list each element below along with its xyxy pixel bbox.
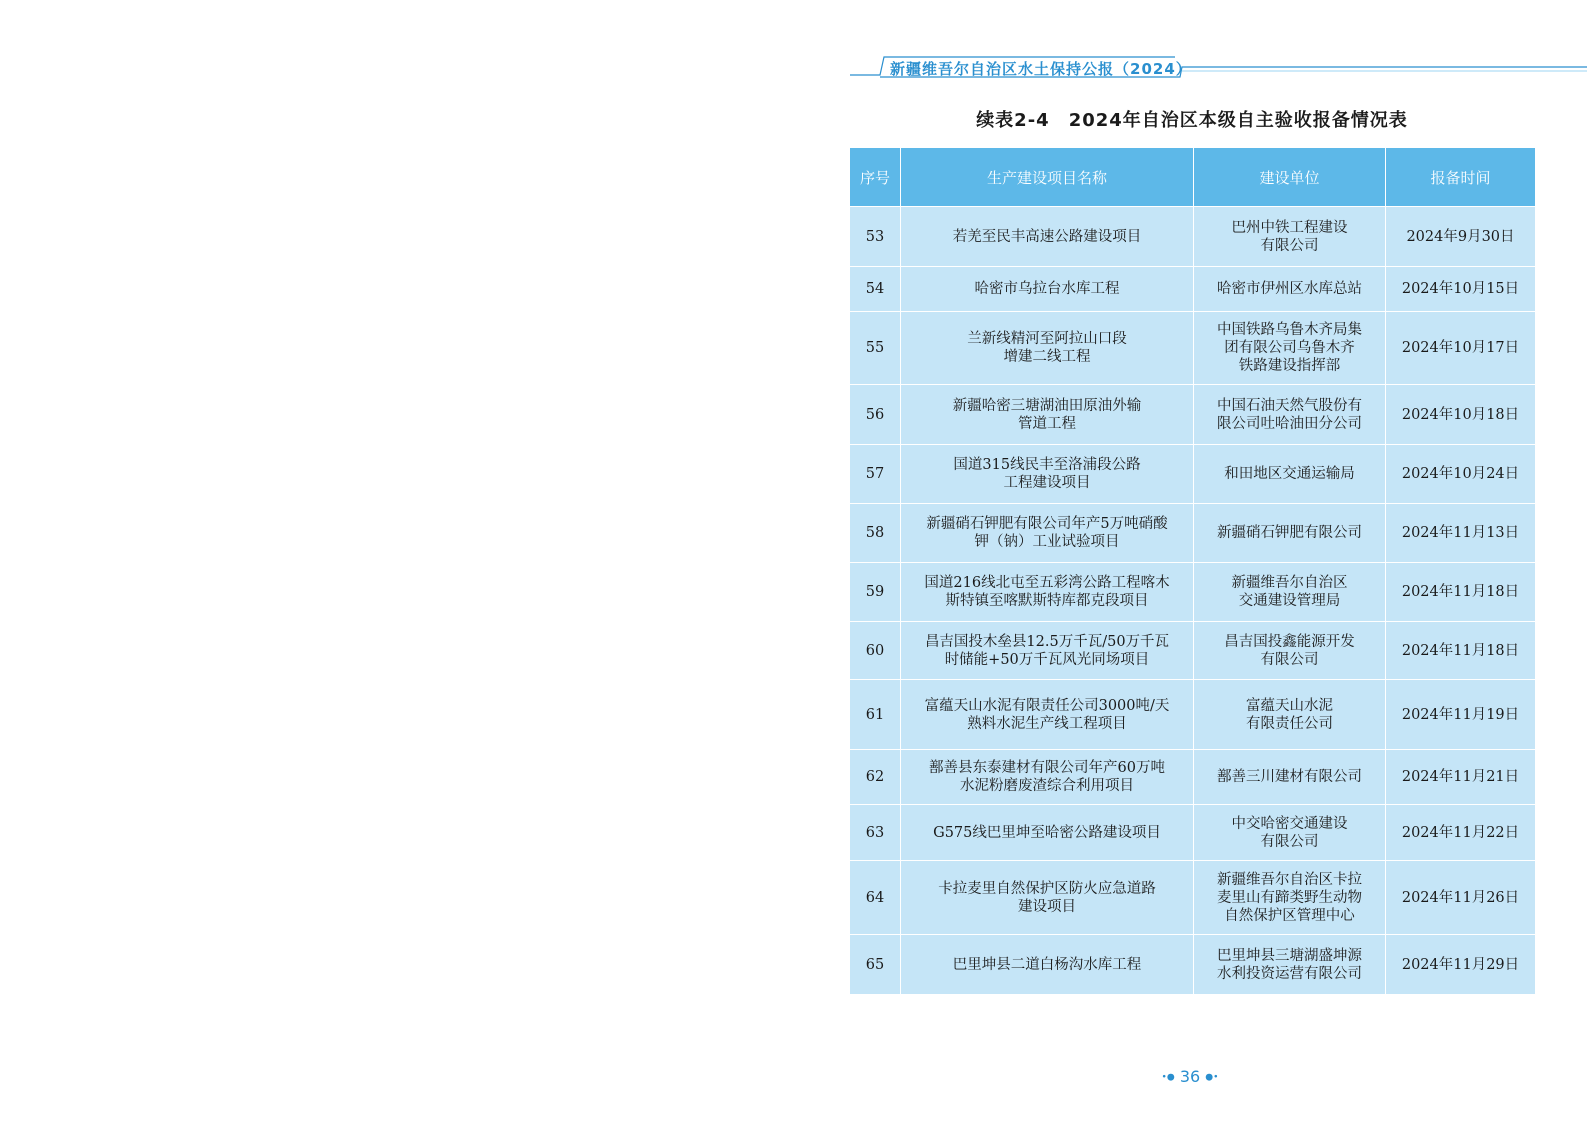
- project-name-line: 熟料水泥生产线工程项目: [967, 715, 1127, 732]
- construction-unit: [1194, 504, 1386, 563]
- construction-unit: [1194, 312, 1386, 385]
- table-row: [850, 267, 1536, 312]
- project-name-line: 国道315线民丰至洛浦段公路: [953, 457, 1141, 473]
- project-name-line: 哈密市乌拉台水库工程: [974, 281, 1120, 297]
- construction-unit-line: 团有限公司乌鲁木齐: [1224, 340, 1355, 356]
- project-name-line: 鄯善县东泰建材有限公司年产60万吨: [929, 760, 1165, 776]
- construction-unit-line: 哈密市伊州区水库总站: [1217, 281, 1362, 297]
- table-row: [850, 207, 1536, 267]
- construction-unit: [1194, 805, 1386, 861]
- construction-unit: [1194, 207, 1386, 267]
- project-name-line: 增建二线工程: [1003, 349, 1091, 365]
- project-name: [901, 385, 1194, 445]
- table-row: [850, 622, 1536, 680]
- project-name: [901, 805, 1194, 861]
- construction-unit-line: 有限公司: [1260, 833, 1319, 850]
- filing-date: 2024年11月21日: [1386, 750, 1536, 805]
- row-number: 62: [850, 750, 901, 805]
- row-number: 65: [850, 935, 901, 995]
- project-name-line: 若羌至民丰高速公路建设项目: [952, 228, 1142, 245]
- construction-unit: [1194, 861, 1386, 935]
- page-number: [1150, 1067, 1230, 1086]
- page-dot-left-icon: •●: [1161, 1072, 1175, 1083]
- construction-unit: [1194, 445, 1386, 504]
- table-row: [850, 935, 1536, 995]
- row-number: 59: [850, 563, 901, 622]
- construction-unit-line: 鄯善三川建材有限公司: [1217, 769, 1362, 785]
- project-name: [901, 622, 1194, 680]
- project-name-line: 兰新线精河至阿拉山口段: [967, 331, 1127, 347]
- project-name: [901, 312, 1194, 385]
- table-row: [850, 445, 1536, 504]
- construction-unit-line: 中国铁路乌鲁木齐局集: [1217, 322, 1362, 338]
- table-row: [850, 312, 1536, 385]
- column-header-construction-unit: 建设单位: [1194, 148, 1386, 207]
- construction-unit-line: 中国石油天然气股份有: [1217, 397, 1362, 414]
- table-row: [850, 504, 1536, 563]
- project-name: [901, 504, 1194, 563]
- running-header: [850, 54, 1587, 84]
- project-name-line: 建设项目: [1018, 898, 1076, 915]
- construction-unit: [1194, 680, 1386, 750]
- construction-unit-line: 新疆维吾尔自治区卡拉: [1217, 871, 1362, 888]
- project-name-line: 国道216线北屯至五彩湾公路工程喀木: [924, 575, 1170, 591]
- project-name: [901, 680, 1194, 750]
- project-name-line: G575线巴里坤至哈密公路建设项目: [933, 824, 1161, 841]
- construction-unit-line: 新疆硝石钾肥有限公司: [1217, 525, 1362, 541]
- table-row: [850, 563, 1536, 622]
- table-row: [850, 861, 1536, 935]
- filing-date: 2024年11月19日: [1386, 680, 1536, 750]
- construction-unit-line: 有限责任公司: [1246, 715, 1333, 732]
- project-name-line: 新疆硝石钾肥有限公司年产5万吨硝酸: [926, 516, 1168, 532]
- construction-unit: [1194, 385, 1386, 445]
- construction-unit: [1194, 935, 1386, 995]
- page-dot-right-icon: ●•: [1205, 1072, 1219, 1083]
- project-name: [901, 267, 1194, 312]
- construction-unit-line: 限公司吐哈油田分公司: [1217, 415, 1362, 432]
- column-header-project-name: 生产建设项目名称: [901, 148, 1194, 207]
- project-name-line: 富蕴天山水泥有限责任公司3000吨/天: [924, 697, 1170, 714]
- row-number: 60: [850, 622, 901, 680]
- filing-date: 2024年10月15日: [1386, 267, 1536, 312]
- filing-date: 2024年10月18日: [1386, 385, 1536, 445]
- table-header-row: [850, 148, 1536, 207]
- construction-unit: [1194, 750, 1386, 805]
- row-number: 55: [850, 312, 901, 385]
- row-number: 63: [850, 805, 901, 861]
- column-header-filing-date: 报备时间: [1386, 148, 1536, 207]
- project-name-line: 工程建设项目: [1003, 475, 1091, 491]
- project-name-line: 巴里坤县二道白杨沟水库工程: [952, 956, 1142, 973]
- row-number: 57: [850, 445, 901, 504]
- project-name: [901, 750, 1194, 805]
- filing-date: 2024年9月30日: [1386, 207, 1536, 267]
- construction-unit-line: 中交哈密交通建设: [1231, 815, 1348, 832]
- table-row: [850, 750, 1536, 805]
- filing-date: 2024年11月18日: [1386, 622, 1536, 680]
- construction-unit: [1194, 267, 1386, 312]
- project-name: [901, 563, 1194, 622]
- project-name-line: 管道工程: [1018, 415, 1076, 432]
- project-name: [901, 935, 1194, 995]
- project-name: [901, 861, 1194, 935]
- project-name-line: 水泥粉磨废渣综合利用项目: [960, 778, 1134, 794]
- row-number: 54: [850, 267, 901, 312]
- table-body: [850, 207, 1536, 995]
- project-name-line: 昌吉国投木垒县12.5万千瓦/50万千瓦: [924, 633, 1170, 650]
- row-number: 58: [850, 504, 901, 563]
- project-name-line: 卡拉麦里自然保护区防火应急道路: [938, 880, 1156, 897]
- construction-unit-line: 富蕴天山水泥: [1246, 697, 1333, 714]
- row-number: 53: [850, 207, 901, 267]
- construction-unit-line: 铁路建设指挥部: [1238, 358, 1341, 374]
- construction-unit-line: 有限公司: [1260, 651, 1319, 668]
- table-row: [850, 805, 1536, 861]
- page-number-text: 36: [1179, 1067, 1201, 1086]
- project-name-line: 时储能+50万千瓦风光同场项目: [944, 651, 1150, 668]
- filing-date: 2024年11月13日: [1386, 504, 1536, 563]
- construction-unit-line: 巴里坤县三塘湖盛坤源: [1217, 947, 1362, 964]
- construction-unit: [1194, 622, 1386, 680]
- construction-unit-line: 有限公司: [1260, 237, 1319, 254]
- filing-date: 2024年10月17日: [1386, 312, 1536, 385]
- construction-unit-line: 和田地区交通运输局: [1224, 466, 1355, 482]
- construction-unit-line: 麦里山有蹄类野生动物: [1217, 889, 1362, 906]
- construction-unit-line: 巴州中铁工程建设: [1231, 219, 1348, 236]
- construction-unit-line: 自然保护区管理中心: [1224, 907, 1355, 924]
- project-name-line: 斯特镇至喀默斯特库都克段项目: [945, 593, 1149, 609]
- column-header-no: 序号: [850, 148, 901, 207]
- row-number: 61: [850, 680, 901, 750]
- row-number: 56: [850, 385, 901, 445]
- project-name-line: 新疆哈密三塘湖油田原油外输: [952, 397, 1142, 414]
- project-name: [901, 207, 1194, 267]
- table-row: [850, 680, 1536, 750]
- project-name: [901, 445, 1194, 504]
- filing-date: 2024年11月26日: [1386, 861, 1536, 935]
- header-title: 新疆维吾尔自治区水土保持公报（2024）: [890, 60, 1192, 78]
- table-row: [850, 385, 1536, 445]
- construction-unit-line: 交通建设管理局: [1238, 593, 1341, 609]
- construction-unit: [1194, 563, 1386, 622]
- filing-table: [849, 147, 1536, 995]
- construction-unit-line: 水利投资运营有限公司: [1217, 965, 1362, 982]
- filing-date: 2024年11月29日: [1386, 935, 1536, 995]
- row-number: 64: [850, 861, 901, 935]
- construction-unit-line: 昌吉国投鑫能源开发: [1224, 633, 1355, 650]
- construction-unit-line: 新疆维吾尔自治区: [1231, 575, 1348, 591]
- project-name-line: 钾（钠）工业试验项目: [974, 534, 1120, 550]
- filing-date: 2024年11月18日: [1386, 563, 1536, 622]
- filing-date: 2024年11月22日: [1386, 805, 1536, 861]
- table-title: 续表2-4 2024年自治区本级自主验收报备情况表: [976, 110, 1408, 131]
- filing-date: 2024年10月24日: [1386, 445, 1536, 504]
